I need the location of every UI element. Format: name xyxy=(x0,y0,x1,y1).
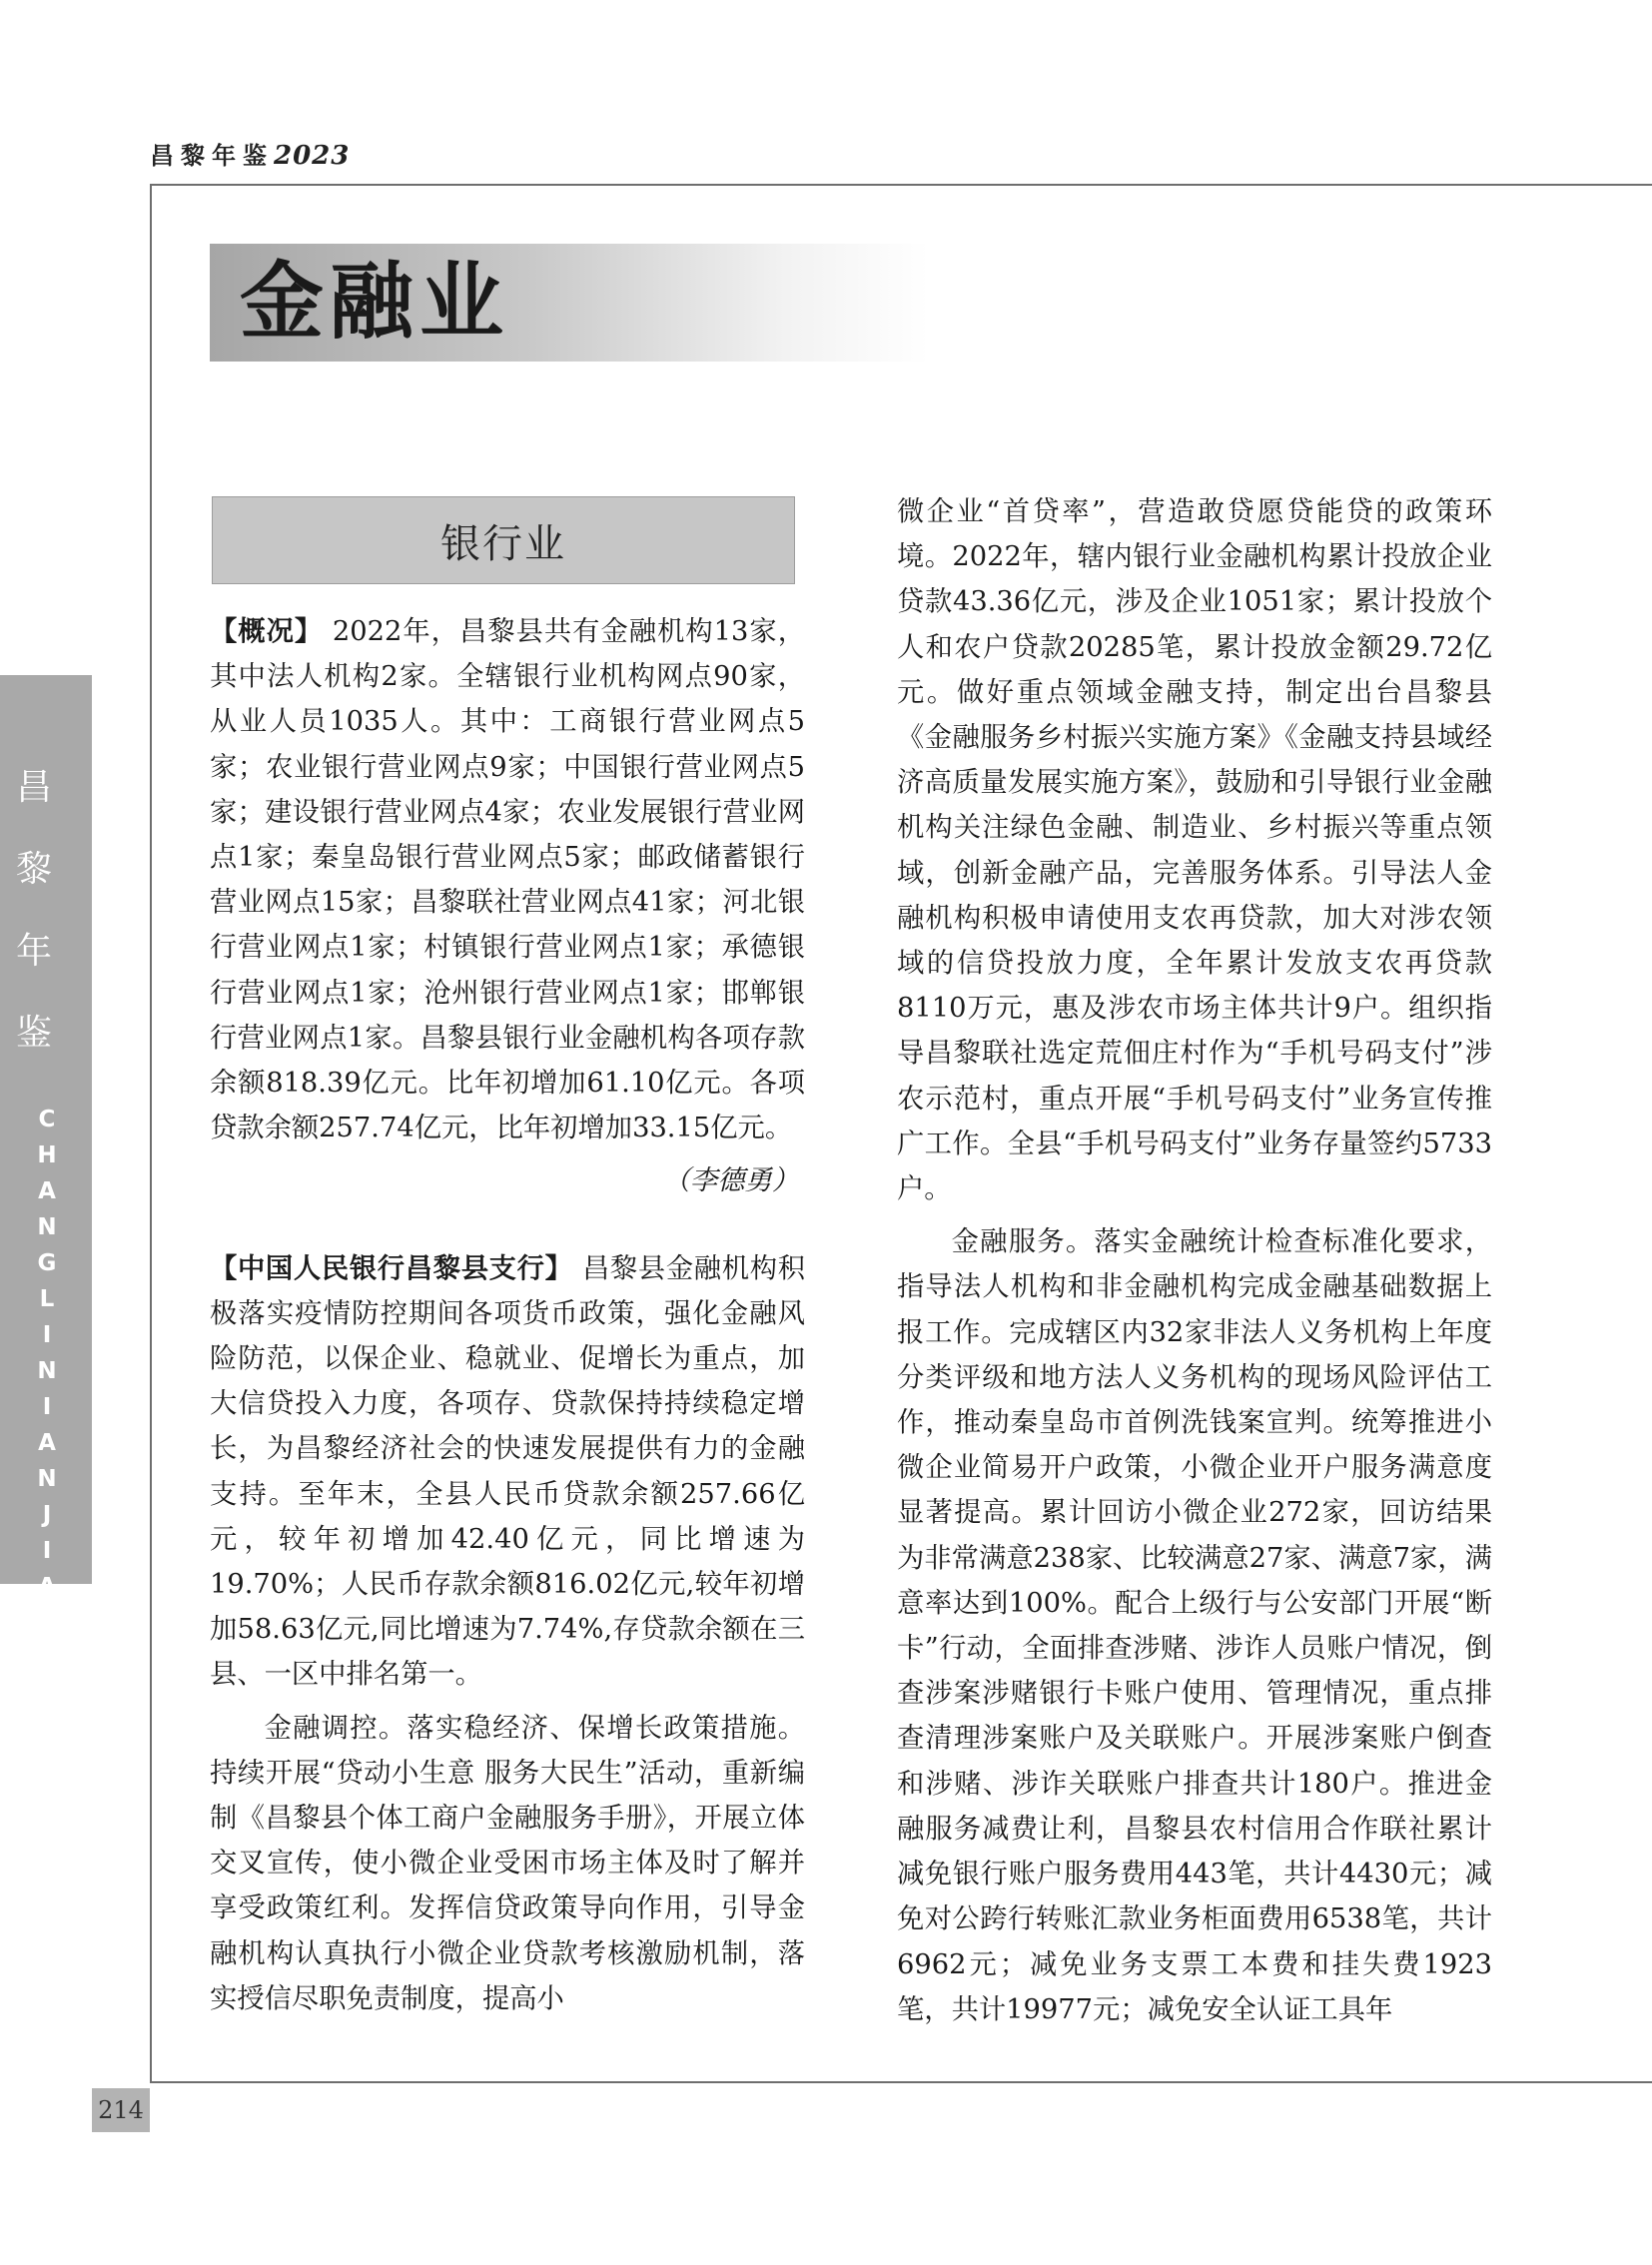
side-char: 年 xyxy=(15,931,52,972)
overview-signature: （李德勇） xyxy=(662,1165,799,1197)
top-rule xyxy=(150,184,1652,186)
section-title: 银行业 xyxy=(440,520,566,567)
chapter-title: 金融业 xyxy=(240,253,510,351)
section-heading-box xyxy=(212,496,795,584)
left-rule xyxy=(150,184,152,2083)
continuation-paragraph: 微企业“首贷率”，营造敢贷愿贷能贷的政策环境。2022年，辖内银行业金融机构累计投放企业贷款43.36亿元，涉及企业1051家；累计投放个人和农户贷款20285笔，累计投放金额29.72亿元。做好重点领域金融支持，制定出台昌黎县《金融服务乡村振兴实施方案》《金融支持县域经济高质量发展实施方案》，鼓励和引导银行业金融机构关注绿色金融、制造业、乡村振兴等重点领域，创新金融产品，完善服务体系。引导法人金融机构积极申请使用支农再贷款，加大对涉农领域的信贷投放力度，全年累计发放支农再贷款8110万元，惠及涉农市场主体共计9户。组织指导昌黎联社选定荒佃庄村作为“手机号码支付”涉农示范村，重点开展“手机号码支付”业务宣传推广工作。全县“手机号码支付”业务存量签约5733户。 xyxy=(897,496,1492,1205)
pboc-label: 【中国人民银行昌黎县支行】 xyxy=(210,1252,573,1284)
running-year: 2023 xyxy=(274,141,351,171)
side-tab-chinese xyxy=(0,759,68,1087)
service-paragraph: 金融服务。落实金融统计检查标准化要求，指导法人机构和非金融机构完成金融基础数据上报工作。完成辖区内32家非法人义务机构上年度分类评级和地方法人义务机构的现场风险评估工作，推动秦皇岛市首例洗钱案宣判。统筹推进小微企业简易开户政策，小微企业开户服务满意度显著提高。累计回访小微企业272家，回访结果为非常满意238家、比较满意27家、满意7家，满意率达到100%。配合上级行与公安部门开展“断卡”行动，全面排查涉赌、涉诈人员账户情况，倒查涉案涉赌银行卡账户使用、管理情况，重点排查清理涉案账户及关联账户。开展涉案账户倒查和涉赌、涉诈关联账户排查共计180户。推进金融服务减费让利，昌黎县农村信用合作联社累计减免银行账户服务费用443笔，共计4430元；减免对公跨行转账汇款业务柜面费用6538笔，共计6962元；减免业务支票工本费和挂失费1923笔，共计19977元；减免安全认证工具年 xyxy=(897,1226,1492,2025)
right-column xyxy=(897,489,1492,2032)
bottom-rule xyxy=(150,2081,1652,2083)
side-char: 黎 xyxy=(15,849,52,890)
pboc-paragraph xyxy=(210,1246,805,1698)
left-column xyxy=(210,609,805,2021)
overview-text: 2022年，昌黎县共有金融机构13家，其中法人机构2家。全辖银行业机构网点90家，从业人员1035人。其中：工商银行营业网点5家；农业银行营业网点9家；中国银行营业网点5家；建设银行营业网点4家；农业发展银行营业网点1家；秦皇岛银行营业网点5家；邮政储蓄银行营业网点15家；昌黎联社营业网点41家；河北银行营业网点1家；村镇银行营业网点1家；承德银行营业网点1家；沧州银行营业网点1家；邯郸银行营业网点1家。昌黎县银行业金融机构各项存款余额818.39亿元。比年初增加61.10亿元。各项贷款余额257.74亿元，比年初增加33.15亿元。 xyxy=(210,616,805,1144)
page-number: 214 xyxy=(92,2088,150,2132)
overview-paragraph xyxy=(210,609,805,1150)
overview-label: 【概况】 xyxy=(210,616,324,647)
side-char: 昌 xyxy=(15,767,52,808)
side-tab-english: CHANGLINIANJIAN xyxy=(34,1107,60,1646)
regulation-paragraph: 金融调控。落实稳经济、保增长政策措施。持续开展“贷动小生意 服务大民生”活动，重新编制《昌黎县个体工商户金融服务手册》，开展立体交叉宣传，使小微企业受困市场主体及时了解并享受政策红利。发挥信贷政策导向作用，引导金融机构认真执行小微企业贷款考核激励机制，落实授信尽职免责制度，提高小 xyxy=(210,1712,805,2014)
running-head xyxy=(150,136,350,171)
pboc-text: 昌黎县金融机构积极落实疫情防控期间各项货币政策，强化金融风险防范，以保企业、稳就业、促增长为重点，加大信贷投入力度，各项存、贷款保持持续稳定增长，为昌黎经济社会的快速发展提供有力的金融支持。至年末，全县人民币贷款余额257.66亿元，较年初增加42.40亿元，同比增速为19.70%；人民币存款余额816.02亿元,较年初增加58.63亿元,同比增速为7.74%,存贷款余额在三县、一区中排名第一。 xyxy=(210,1252,806,1691)
running-title: 昌黎年鉴 xyxy=(150,142,274,170)
side-char: 鉴 xyxy=(15,1013,52,1054)
